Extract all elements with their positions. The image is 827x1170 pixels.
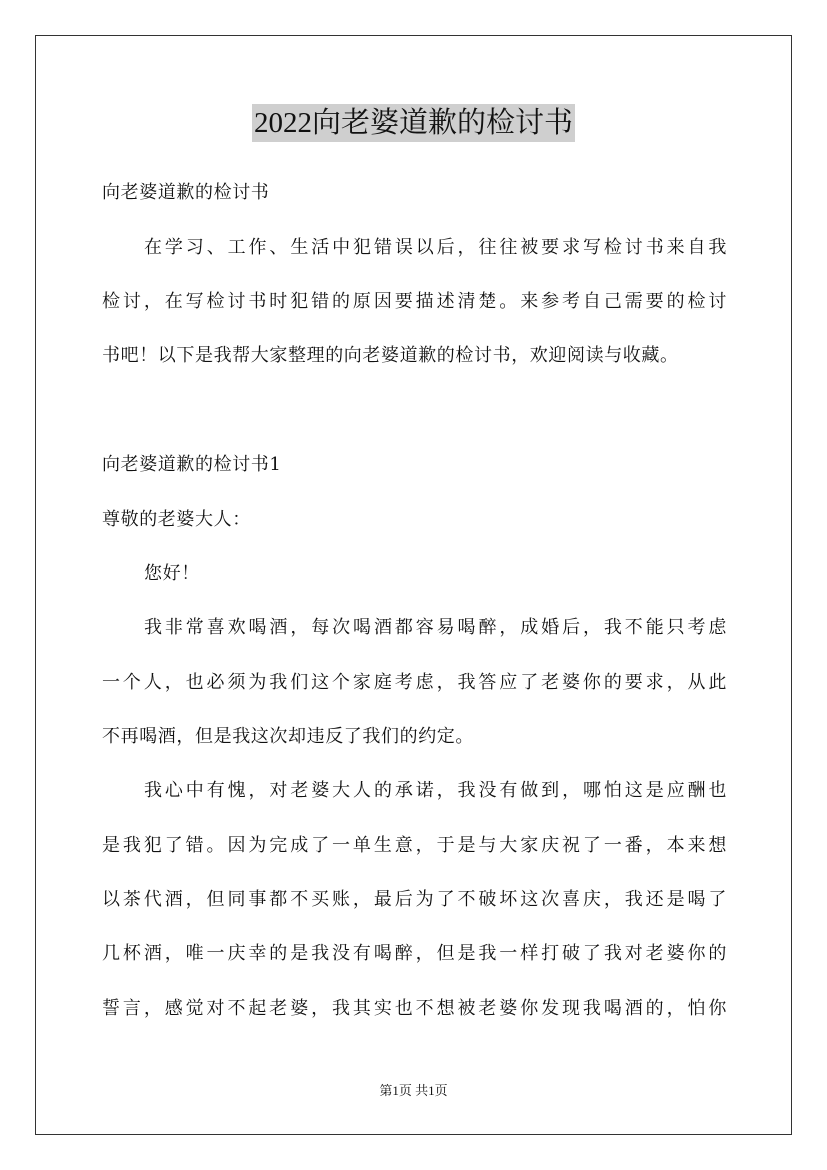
paragraph-line: 在学习、工作、生活中犯错误以后，往往被要求写检讨书来自我 <box>144 237 727 258</box>
paragraph-line: 几杯酒，唯一庆幸的是我没有喝醉，但是我一样打破了我对老婆你的 <box>102 943 727 964</box>
salutation: 尊敬的老婆大人： <box>102 509 251 530</box>
paragraph-line: 书吧！以下是我帮大家整理的向老婆道歉的检讨书，欢迎阅读与收藏。 <box>102 345 679 366</box>
paragraph-line: 不再喝酒，但是我这次却违反了我们的约定。 <box>102 726 474 747</box>
paragraph-line: 以茶代酒，但同事都不买账，最后为了不破坏这次喜庆，我还是喝了 <box>102 889 727 910</box>
page-footer: 第1页 共1页 <box>379 1083 448 1098</box>
heading-line: 向老婆道歉的检讨书 <box>102 182 270 203</box>
paragraph-line: 誓言，感觉对不起老婆，我其实也不想被老婆你发现我喝酒的，怕你 <box>102 998 727 1019</box>
title-container <box>0 104 827 142</box>
section-heading: 向老婆道歉的检讨书1 <box>102 454 282 475</box>
paragraph-line: 一个人，也必须为我们这个家庭考虑，我答应了老婆你的要求，从此 <box>102 672 727 693</box>
paragraph-line: 我非常喜欢喝酒，每次喝酒都容易喝醉，成婚后，我不能只考虑 <box>144 617 727 638</box>
document-title: 2022向老婆道歉的检讨书 <box>252 104 575 142</box>
paragraph-line: 检讨，在写检讨书时犯错的原因要描述清楚。来参考自己需要的检讨 <box>102 291 727 312</box>
paragraph-line: 我心中有愧，对老婆大人的承诺，我没有做到，哪怕这是应酬也 <box>144 780 727 801</box>
greeting: 您好！ <box>144 563 200 584</box>
paragraph-line: 是我犯了错。因为完成了一单生意，于是与大家庆祝了一番，本来想 <box>102 835 727 856</box>
